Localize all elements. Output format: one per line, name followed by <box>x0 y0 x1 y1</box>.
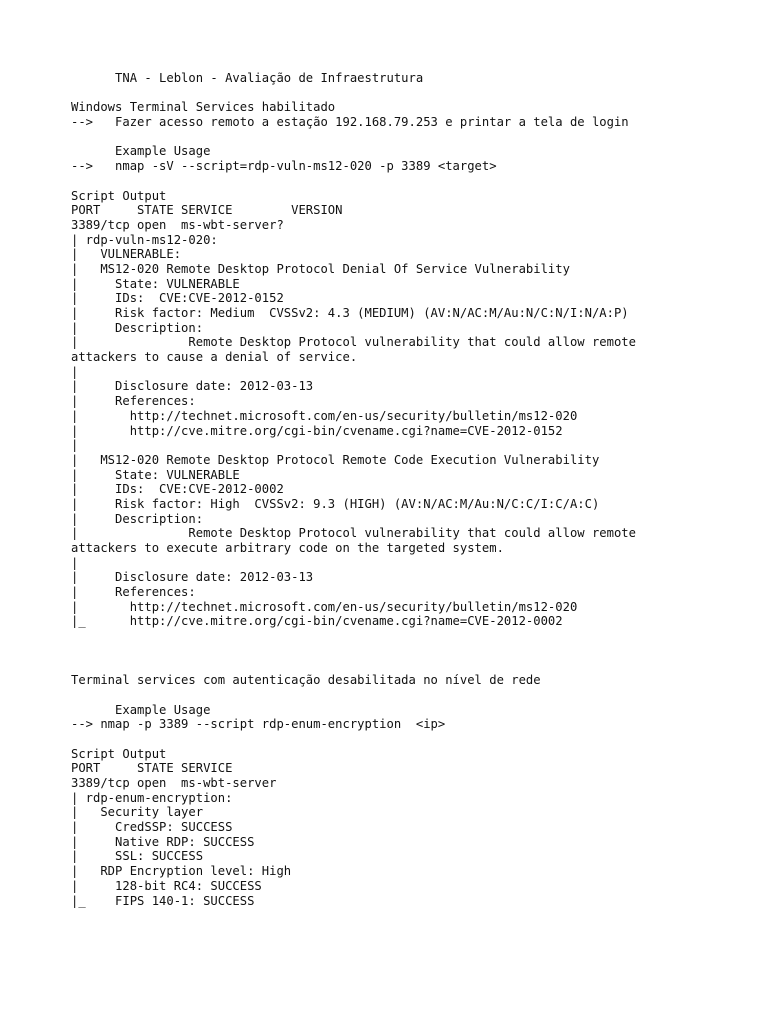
document-line: | MS12-020 Remote Desktop Protocol Remote Code Execution Vulnerability <box>71 452 600 467</box>
document-line: | rdp-enum-encryption: <box>71 790 233 805</box>
document-line: Example Usage <box>71 702 211 717</box>
document-line: | Description: <box>71 511 204 526</box>
document-line: | VULNERABLE: <box>71 247 182 262</box>
document-line: | <box>71 438 79 453</box>
document-line: PORT STATE SERVICE VERSION <box>71 203 343 218</box>
document-line <box>71 688 761 703</box>
document-line: | Security layer <box>71 805 204 820</box>
document-line <box>71 86 761 101</box>
document-line: | rdp-vuln-ms12-020: <box>71 232 218 247</box>
document-line <box>71 659 761 674</box>
document-line: |_ http://cve.mitre.org/cgi-bin/cvename.cgi?name=CVE-2012-0002 <box>71 614 563 629</box>
document-line: | Remote Desktop Protocol vulnerability that could allow remote <box>71 526 636 541</box>
document-line: | <box>71 364 79 379</box>
document-line <box>71 644 761 659</box>
document-line: Example Usage <box>71 144 211 159</box>
document-line: Terminal services com autenticação desabilitada no nível de rede <box>71 673 541 688</box>
document-line: | Risk factor: High CVSSv2: 9.3 (HIGH) (AV:N/AC:M/Au:N/C:C/I:C/A:C) <box>71 496 600 511</box>
document-line: | MS12-020 Remote Desktop Protocol Denial Of Service Vulnerability <box>71 261 570 276</box>
document-line: Windows Terminal Services habilitado <box>71 100 336 115</box>
document-line <box>71 629 761 644</box>
document-line <box>71 732 761 747</box>
document-line: 3389/tcp open ms-wbt-server? <box>71 217 284 232</box>
document-line: | http://technet.microsoft.com/en-us/security/bulletin/ms12-020 <box>71 408 578 423</box>
document-line: | Remote Desktop Protocol vulnerability that could allow remote <box>71 335 636 350</box>
document-line: | References: <box>71 394 196 409</box>
document-line: | http://cve.mitre.org/cgi-bin/cvename.cgi?name=CVE-2012-0152 <box>71 423 563 438</box>
document-line: 3389/tcp open ms-wbt-server <box>71 776 277 790</box>
document-line: | Description: <box>71 320 204 335</box>
document-line: | State: VULNERABLE <box>71 276 240 291</box>
document-line: PORT STATE SERVICE <box>71 761 233 776</box>
document-line: --> Fazer acesso remoto a estação 192.168.79.253 e printar a tela de login <box>71 115 629 130</box>
document-line: TNA - Leblon - Avaliação de Infraestrutura <box>71 71 424 85</box>
document-line: | Disclosure date: 2012-03-13 <box>71 379 314 394</box>
document-line <box>71 174 761 189</box>
document-line: | <box>71 555 79 570</box>
document-body <box>71 71 761 908</box>
document-line: attackers to execute arbitrary code on the targeted system. <box>71 541 504 555</box>
document-line: --> nmap -sV --script=rdp-vuln-ms12-020 -p 3389 <target> <box>71 159 497 174</box>
document-line: | RDP Encryption level: High <box>71 864 292 879</box>
document-line: |_ FIPS 140-1: SUCCESS <box>71 893 255 908</box>
document-line: | State: VULNERABLE <box>71 467 240 482</box>
document-line: | SSL: SUCCESS <box>71 849 204 864</box>
document-line: | Native RDP: SUCCESS <box>71 834 255 849</box>
document-line: attackers to cause a denial of service. <box>71 350 358 365</box>
document-line: | Disclosure date: 2012-03-13 <box>71 570 314 585</box>
document-line: | http://technet.microsoft.com/en-us/security/bulletin/ms12-020 <box>71 599 578 614</box>
document-line: --> nmap -p 3389 --script rdp-enum-encryption <ip> <box>71 717 446 732</box>
document-line: | IDs: CVE:CVE-2012-0002 <box>71 482 284 497</box>
document-line: Script Output <box>71 746 167 761</box>
document-line: | IDs: CVE:CVE-2012-0152 <box>71 291 284 306</box>
document-line: | References: <box>71 585 196 600</box>
document-line: | CredSSP: SUCCESS <box>71 820 233 835</box>
document-line: Script Output <box>71 188 167 203</box>
document-line <box>71 130 761 145</box>
document-line: | 128-bit RC4: SUCCESS <box>71 878 262 893</box>
document-line: | Risk factor: Medium CVSSv2: 4.3 (MEDIUM) (AV:N/AC:M/Au:N/C:N/I:N/A:P) <box>71 306 629 320</box>
